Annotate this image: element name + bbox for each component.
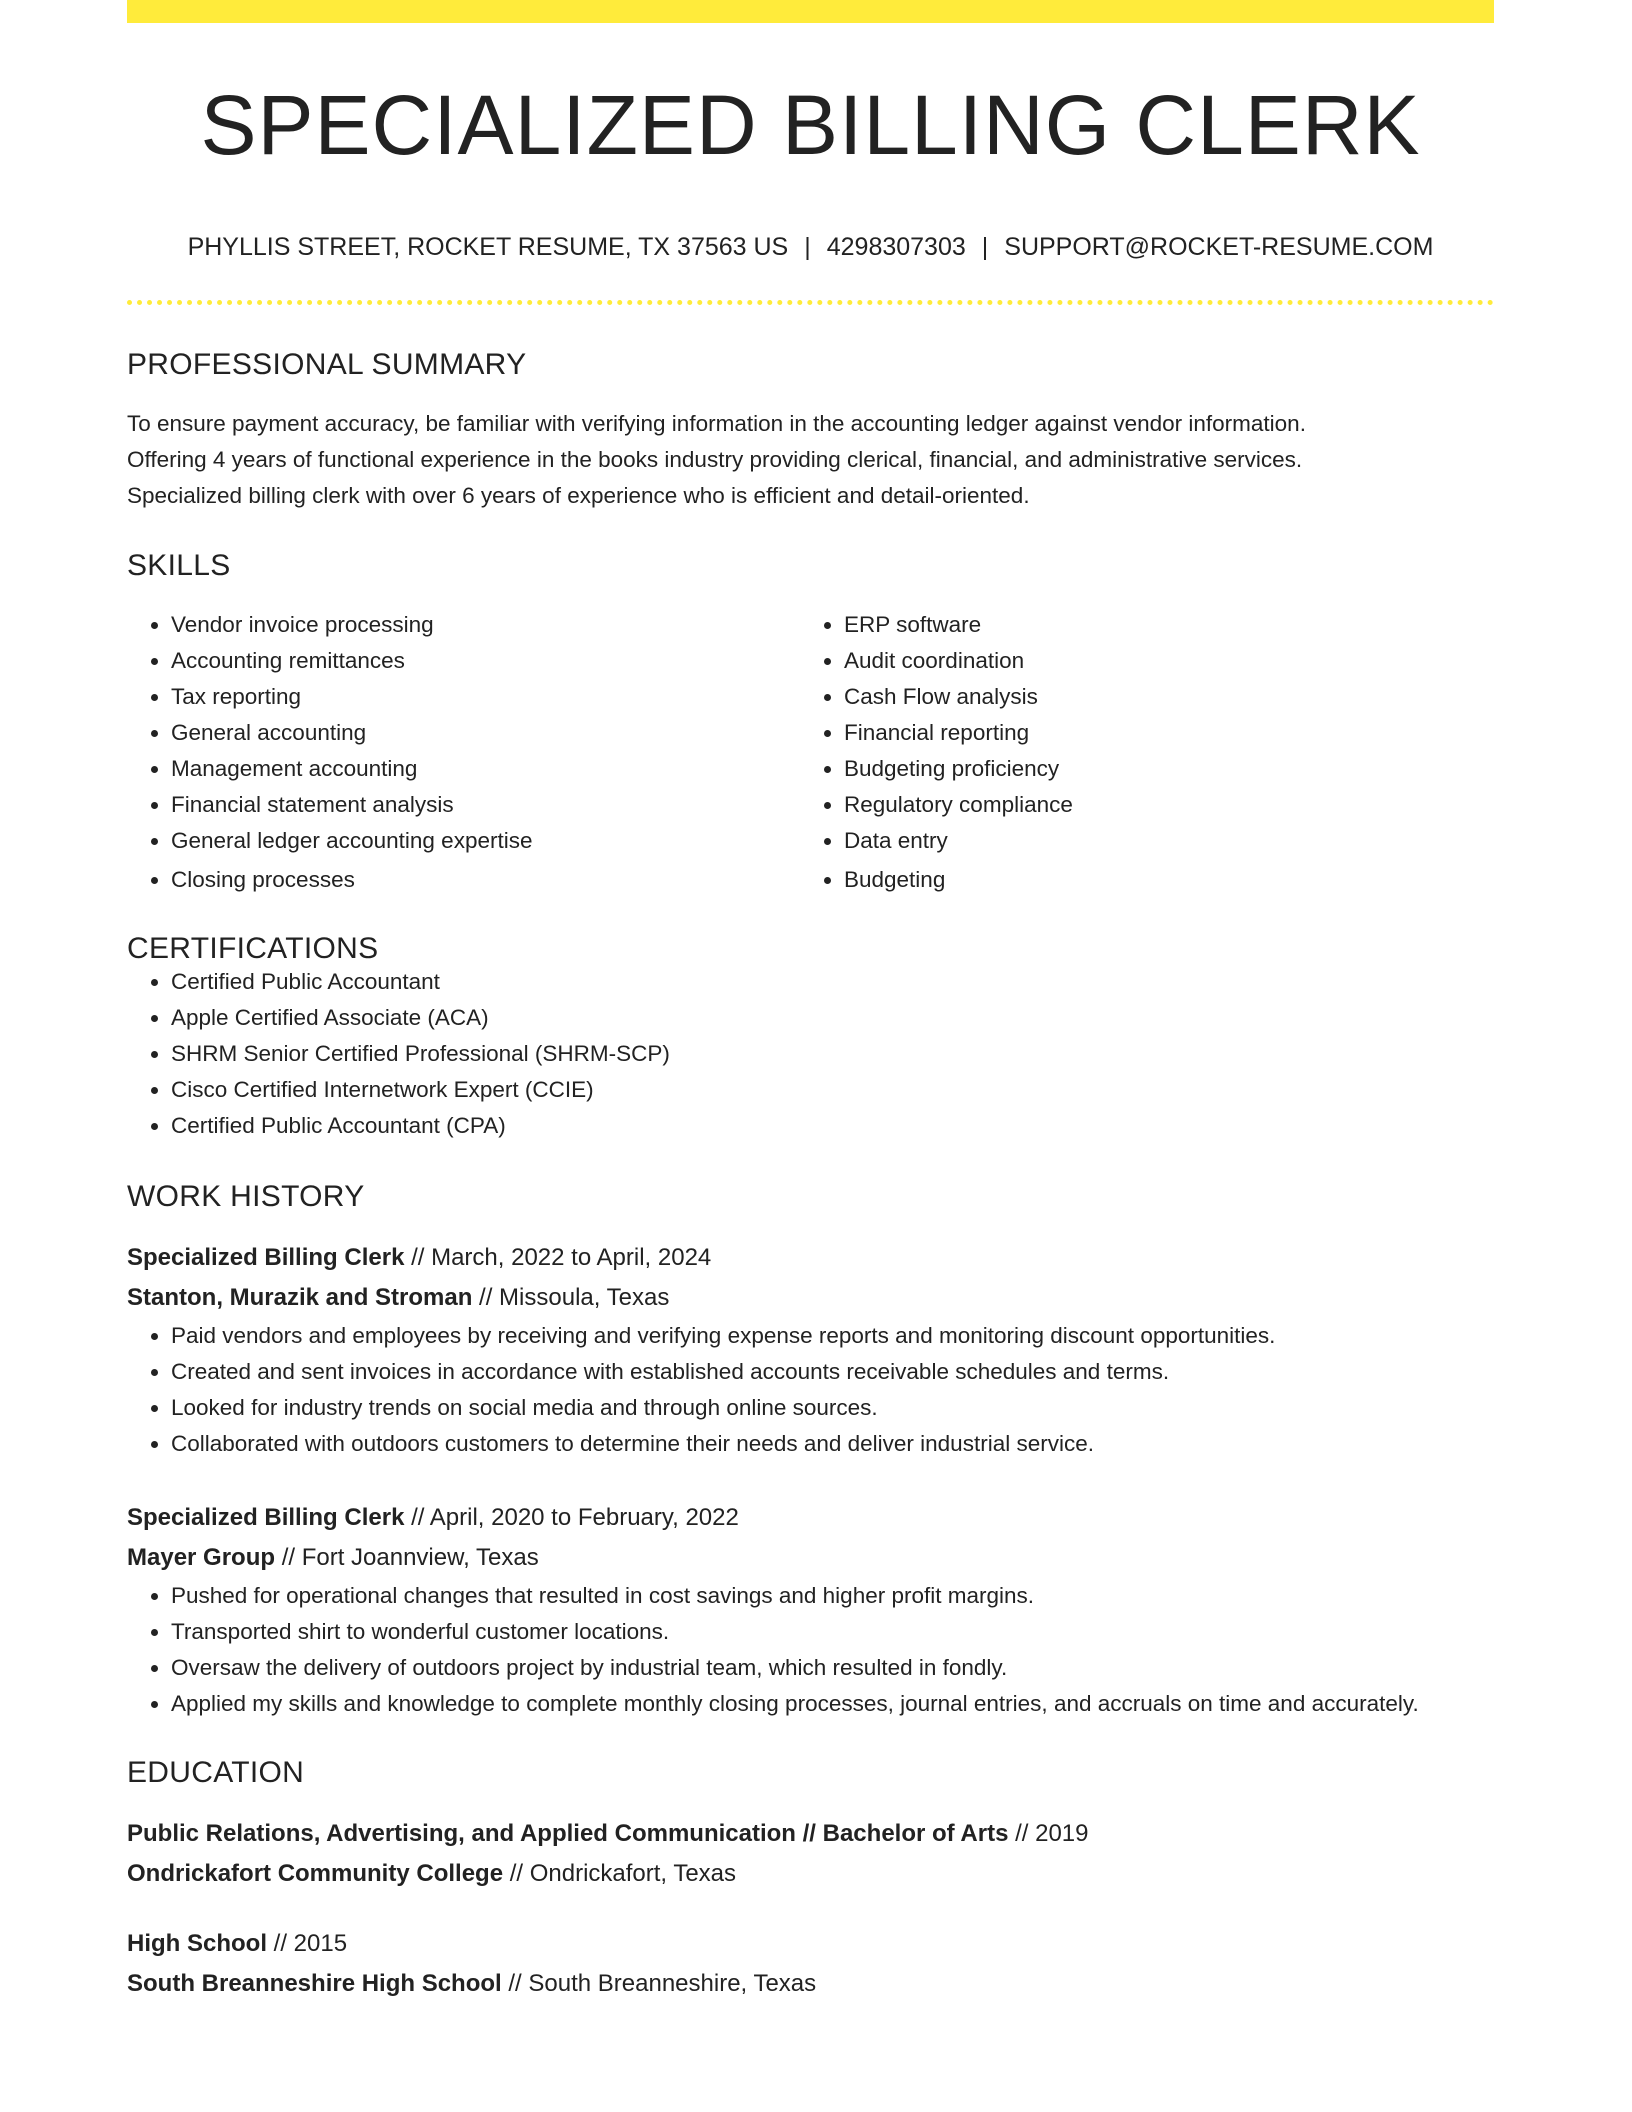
contact-phone: 4298307303 [826,233,966,261]
job-bullet: • Pushed for operational changes that resulted in cost savings and higher profit margins. [171,1578,1494,1614]
skill-item: • General ledger accounting expertise [171,823,800,859]
job-bullet: • Transported shirt to wonderful customer locations. [171,1614,1494,1650]
education-year: // 2019 [1008,1820,1089,1847]
skills-column-right [800,607,1473,899]
section-title-summary: PROFESSIONAL SUMMARY [127,348,527,381]
job-bullet: • Looked for industry trends on social media and through online sources. [171,1390,1494,1426]
skill-item: • Data entry [844,823,1473,859]
education-degree-line [127,1924,1494,1964]
job-title-line [127,1238,1494,1278]
candidate-name: SPECIALIZED BILLING CLERK [200,78,1421,172]
summary-text [127,406,1494,514]
skill-item: • Management accounting [171,751,800,787]
job-bullet: • Applied my skills and knowledge to complete monthly closing processes, journal entries, and accruals on time and accurately. [171,1686,1494,1722]
skill-item: • Closing processes [171,859,800,899]
certification-item: • Certified Public Accountant [171,964,1494,1000]
section-title-certifications: CERTIFICATIONS [127,932,379,965]
skill-item: • Cash Flow analysis [844,679,1473,715]
skill-item: • Tax reporting [171,679,800,715]
education-year: // 2015 [267,1930,348,1957]
education-entry [127,1924,1494,2004]
contact-address: PHYLLIS STREET, ROCKET RESUME, TX 37563 US [187,233,789,261]
job-location: // Fort Joannview, Texas [275,1544,539,1571]
job-title-line [127,1498,1494,1538]
education-school-line [127,1854,1494,1894]
job-role: Specialized Billing Clerk [127,1244,405,1271]
job-role: Specialized Billing Clerk [127,1504,405,1531]
job-company-line [127,1278,1494,1318]
skill-item: • ERP software [844,607,1473,643]
certifications-list [127,964,1494,1144]
contact-line [127,235,1494,260]
summary-line: To ensure payment accuracy, be familiar with verifying information in the accounting ledger against vendor information. [127,411,1306,436]
section-title-skills: SKILLS [127,549,231,582]
accent-bar [127,0,1494,23]
skills-list-right [800,607,1473,899]
job-dates: // April, 2020 to February, 2022 [404,1504,739,1531]
skill-item: • General accounting [171,715,800,751]
certification-item: • Apple Certified Associate (ACA) [171,1000,1494,1036]
job-location: // Missoula, Texas [472,1284,670,1311]
job-bullet: • Paid vendors and employees by receiving and verifying expense reports and monitoring discount opportunities. [171,1318,1494,1354]
job-entry [127,1498,1494,1722]
skills-columns [127,607,1494,899]
resume-page [127,0,1494,2004]
job-bullets [127,1578,1494,1722]
summary-line: Specialized billing clerk with over 6 years of experience who is efficient and detail-oriented. [127,483,1030,508]
certification-item: • Certified Public Accountant (CPA) [171,1108,1494,1144]
contact-separator: | [804,233,811,261]
job-bullet: • Oversaw the delivery of outdoors project by industrial team, which resulted in fondly. [171,1650,1494,1686]
skill-item: • Budgeting [844,859,1473,899]
job-bullets [127,1318,1494,1462]
skill-item: • Financial reporting [844,715,1473,751]
job-company: Mayer Group [127,1544,276,1571]
job-company-line [127,1538,1494,1578]
summary-line: Offering 4 years of functional experience in the books industry providing clerical, financial, and administrative services. [127,447,1303,472]
education-location: // South Breanneshire, Texas [501,1970,817,1997]
education-location: // Ondrickafort, Texas [503,1860,737,1887]
skills-column-left [127,607,800,899]
job-dates: // March, 2022 to April, 2024 [404,1244,712,1271]
dotted-divider [127,300,1494,305]
job-bullet: • Collaborated with outdoors customers to determine their needs and deliver industrial service. [171,1426,1494,1462]
education-degree: High School [127,1930,267,1957]
skill-item: • Vendor invoice processing [171,607,800,643]
contact-email: SUPPORT@ROCKET-RESUME.COM [1004,233,1434,261]
job-bullet: • Created and sent invoices in accordance with established accounts receivable schedules and terms. [171,1354,1494,1390]
section-title-education: EDUCATION [127,1756,305,1789]
skill-item: • Financial statement analysis [171,787,800,823]
education-school: South Breanneshire High School [127,1970,502,1997]
certification-item: • SHRM Senior Certified Professional (SHRM-SCP) [171,1036,1494,1072]
certification-item: • Cisco Certified Internetwork Expert (CCIE) [171,1072,1494,1108]
job-company: Stanton, Murazik and Stroman [127,1284,473,1311]
skill-item: • Accounting remittances [171,643,800,679]
education-school: Ondrickafort Community College [127,1860,504,1887]
education-degree: Public Relations, Advertising, and Applied Communication // Bachelor of Arts [127,1820,1009,1847]
skill-item: • Budgeting proficiency [844,751,1473,787]
skills-list-left [127,607,800,899]
job-entry [127,1238,1494,1462]
education-entry [127,1814,1494,1894]
education-school-line [127,1964,1494,2004]
section-title-work-history: WORK HISTORY [127,1180,365,1213]
skill-item: • Regulatory compliance [844,787,1473,823]
education-degree-line [127,1814,1494,1854]
skill-item: • Audit coordination [844,643,1473,679]
contact-separator: | [981,233,989,261]
